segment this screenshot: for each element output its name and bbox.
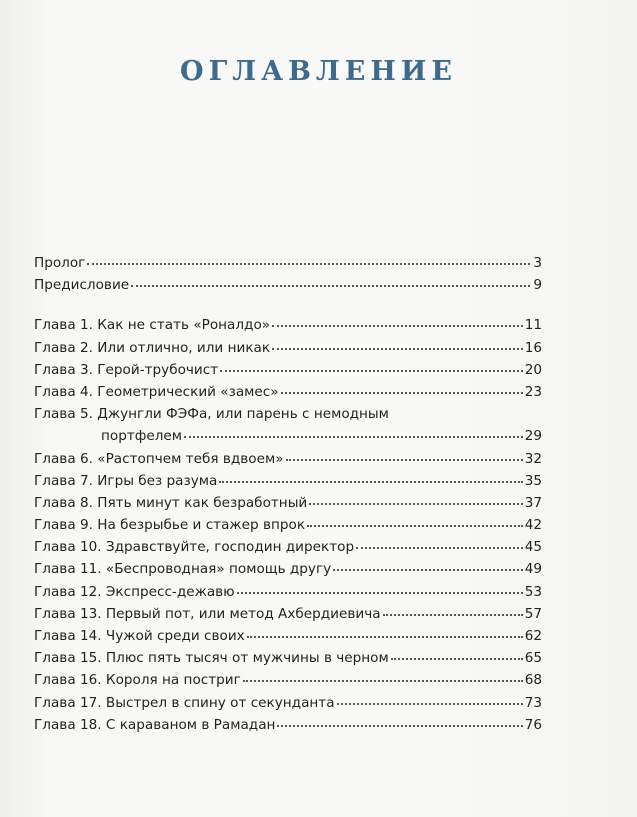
leader-dots bbox=[356, 539, 523, 549]
toc-entry-title: Глава 5. Джунгли ФЭФа, или парень с немодным bbox=[34, 406, 389, 423]
leader-dots bbox=[391, 650, 523, 660]
toc-entry-page: 23 bbox=[524, 383, 542, 400]
toc-entry-page: 57 bbox=[524, 605, 542, 622]
toc-entry-title: Глава 4. Геометрический «замес» bbox=[34, 383, 279, 400]
toc-entry-title: Глава 2. Или отлично, или никак bbox=[34, 339, 271, 356]
toc-entry-title: Глава 18. С караваном в Рамадан bbox=[34, 716, 276, 733]
toc-entry-page: 35 bbox=[524, 472, 542, 489]
leader-dots bbox=[237, 584, 523, 594]
toc-entry bbox=[34, 473, 542, 495]
toc-entry-page: 73 bbox=[524, 694, 542, 711]
toc-entry bbox=[34, 695, 542, 717]
toc-entry-title: Глава 15. Плюс пять тысяч от мужчины в черном bbox=[34, 650, 389, 667]
toc-entry-page: 42 bbox=[524, 517, 542, 534]
toc-entry-page: 37 bbox=[524, 494, 542, 511]
toc-entry bbox=[34, 255, 542, 277]
toc-entry bbox=[34, 584, 542, 606]
toc-entry bbox=[34, 317, 542, 339]
toc-entry-title: Глава 13. Первый пот, или метод Ахбердиевича bbox=[34, 605, 381, 622]
toc-entry-title: Глава 8. Пять минут как безработный bbox=[34, 494, 308, 511]
toc-entry-page: 68 bbox=[524, 672, 542, 689]
toc-entry-continuation bbox=[34, 428, 542, 450]
toc-entry-title: Глава 16. Короля на постриг bbox=[34, 672, 241, 689]
toc-entry bbox=[34, 650, 542, 672]
leader-dots bbox=[243, 672, 523, 682]
leader-dots bbox=[277, 717, 522, 727]
leader-dots bbox=[272, 317, 523, 327]
toc-entry bbox=[34, 539, 542, 561]
leader-dots bbox=[281, 384, 523, 394]
toc-entry bbox=[34, 277, 542, 299]
leader-dots bbox=[184, 428, 523, 438]
toc-entry-page: 16 bbox=[524, 339, 542, 356]
toc-entry bbox=[34, 628, 542, 650]
toc-entry-page: 29 bbox=[524, 428, 542, 445]
toc-entry-title: Глава 12. Экспресс-дежавю bbox=[34, 583, 235, 600]
toc-entry-title: Глава 10. Здравствуйте, господин директор bbox=[34, 539, 355, 556]
toc-entry bbox=[34, 517, 542, 539]
toc-entry-title: Глава 3. Герой-трубочист bbox=[34, 361, 219, 378]
toc-entry bbox=[34, 606, 542, 628]
leader-dots bbox=[309, 495, 522, 505]
toc-entry-title: Глава 14. Чужой среди своих bbox=[34, 628, 245, 644]
toc-entry-page: 3 bbox=[533, 255, 542, 271]
toc-entry bbox=[34, 340, 542, 362]
toc-entry bbox=[34, 362, 542, 384]
toc-entry-title: Глава 11. «Беспроводная» помощь другу bbox=[34, 561, 332, 578]
toc-entry-page: 11 bbox=[524, 317, 542, 334]
toc-entry bbox=[34, 406, 542, 428]
toc-entry-page: 49 bbox=[524, 561, 542, 578]
toc-entry-page: 32 bbox=[524, 450, 542, 467]
toc-entry bbox=[34, 451, 542, 473]
toc-entry-title: портфелем bbox=[101, 428, 183, 445]
toc-entry-title: Глава 6. «Растопчем тебя вдвоем» bbox=[34, 450, 284, 467]
toc-entry-title: Глава 9. На безрыбье и стажер впрок bbox=[34, 517, 306, 534]
toc-entry-page: 62 bbox=[524, 628, 542, 644]
leader-dots bbox=[220, 362, 523, 372]
leader-dots bbox=[286, 451, 523, 461]
leader-dots bbox=[307, 517, 523, 527]
toc-entry-title: Глава 1. Как не стать «Роналдо» bbox=[34, 317, 271, 334]
toc-entry-page: 65 bbox=[524, 650, 542, 667]
leader-dots bbox=[272, 340, 523, 350]
leader-dots bbox=[87, 255, 530, 265]
toc-entry-title: Глава 7. Игры без разума bbox=[34, 472, 218, 489]
toc-entry-page: 20 bbox=[524, 361, 542, 378]
leader-dots bbox=[219, 473, 522, 483]
toc-entry-page: 45 bbox=[524, 539, 542, 556]
leader-dots bbox=[337, 695, 523, 705]
leader-dots bbox=[131, 277, 530, 287]
toc-entry-title: Пролог bbox=[34, 255, 86, 271]
toc-entry bbox=[34, 495, 542, 517]
toc-entry bbox=[34, 672, 542, 694]
toc-entry-title: Глава 17. Выстрел в спину от секунданта bbox=[34, 694, 335, 711]
toc-entry-page: 76 bbox=[524, 716, 542, 733]
table-of-contents bbox=[34, 255, 542, 739]
toc-entry bbox=[34, 384, 542, 406]
toc-entry-page: 53 bbox=[524, 583, 542, 600]
toc-entry bbox=[34, 717, 542, 739]
page-title: ОГЛАВЛЕНИЕ bbox=[180, 56, 457, 87]
toc-entry-title: Предисловие bbox=[34, 277, 130, 294]
leader-dots bbox=[247, 628, 523, 638]
toc-entry bbox=[34, 561, 542, 583]
leader-dots bbox=[383, 606, 523, 616]
leader-dots bbox=[333, 561, 523, 571]
toc-entry-page: 9 bbox=[533, 277, 542, 294]
